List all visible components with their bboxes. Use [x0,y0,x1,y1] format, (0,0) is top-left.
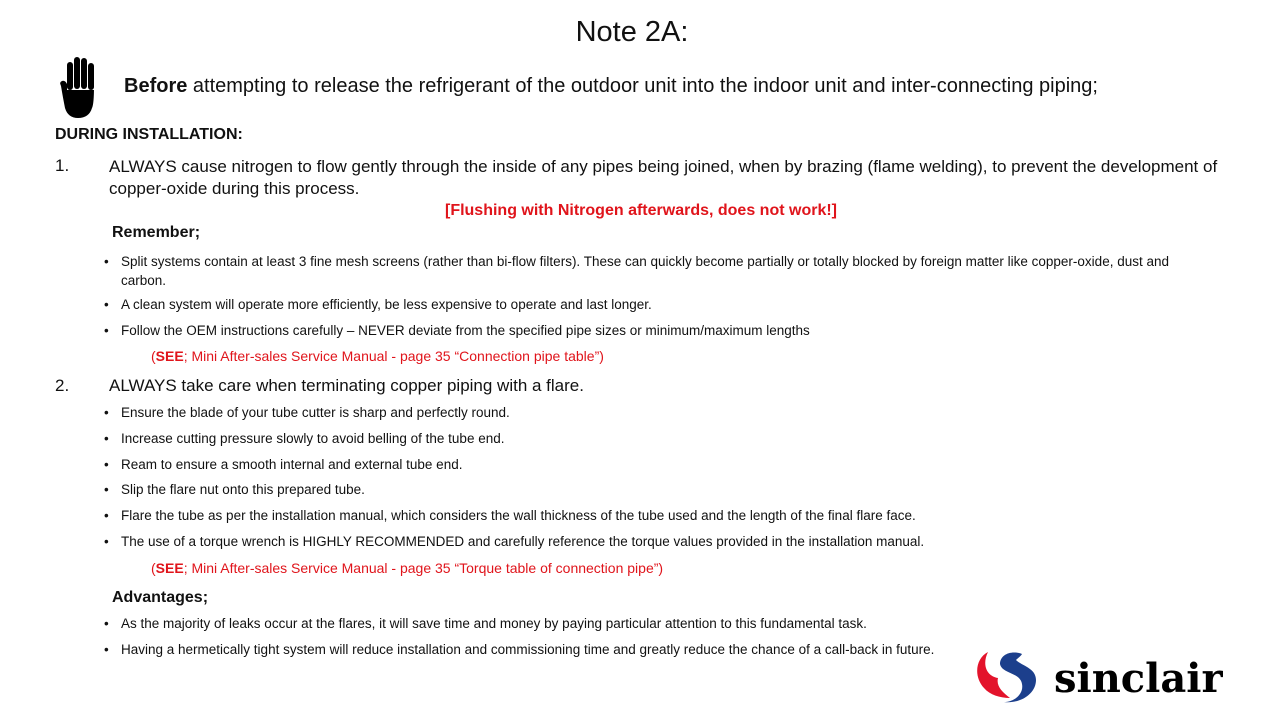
logo-wordmark: sinclair [1054,655,1223,702]
item-1-number: 1. [55,156,70,175]
item-2-text: ALWAYS take care when terminating copper piping with a flare. [109,376,584,395]
bullet-item [104,508,916,523]
bullet-dot: • [104,457,109,472]
bullet-dot: • [104,616,109,631]
see-text: ; Mini After-sales Service Manual - page 35 “Connection pipe table”) [183,348,604,364]
bullet-dot: • [104,508,109,523]
bullet-item [104,457,463,472]
remember-label: Remember; [112,224,201,241]
bullet-text: Slip the flare nut onto this prepared tube. [121,482,365,497]
bullet-dot: • [104,534,109,549]
bullet-item [104,297,652,312]
bullet-text: The use of a torque wrench is HIGHLY RECOMMENDED and carefully reference the torque values provided in the installation manual. [121,534,925,549]
see-bold: SEE [155,560,184,576]
bullet-item [104,616,867,631]
sinclair-logo [974,648,1244,704]
bullet-text: As the majority of leaks occur at the flares, it will save time and money by paying particular attention to this fundamental task. [121,616,867,631]
see-reference-1 [151,348,604,364]
bullet-item [104,534,925,549]
slide-title: Note 2A: [575,16,689,48]
bullet-dot: • [104,254,109,269]
bullet-text: Having a hermetically tight system will reduce installation and commissioning time and greatly reduce the chance of a call-back in future. [121,642,935,657]
bullet-text: A clean system will operate more efficiently, be less expensive to operate and last longer. [121,297,652,312]
bullet-item [104,252,1206,290]
bullet-item [104,431,505,446]
bullet-text: Ensure the blade of your tube cutter is sharp and perfectly round. [121,405,510,420]
bullet-dot: • [104,405,109,420]
nitrogen-warning: [Flushing with Nitrogen afterwards, does not work!] [444,202,837,219]
bullet-dot: • [104,642,109,657]
bullet-item [104,642,935,657]
intro-text: attempting to release the refrigerant of the outdoor unit into the indoor unit and inter-connecting piping; [187,75,1098,97]
bullet-text: Increase cutting pressure slowly to avoid belling of the tube end. [121,431,505,446]
see-reference-2 [151,560,663,576]
bullet-item [104,482,365,497]
see-open: ( [151,348,156,364]
bullet-item [104,405,510,420]
intro-line [124,75,1098,98]
item-1-text: ALWAYS cause nitrogen to flow gently through the inside of any pipes being joined, when by brazing (flame welding), to prevent the development of copper-oxide during this process. [109,157,1218,198]
bullet-dot: • [104,323,109,338]
item-2-number: 2. [55,376,70,395]
intro-bold: Before [124,75,188,97]
bullet-dot: • [104,482,109,497]
bullet-dot: • [104,431,109,446]
advantages-label: Advantages; [112,589,209,606]
see-open: ( [151,560,156,576]
bullet-text: Ream to ensure a smooth internal and external tube end. [121,457,463,472]
stop-hand-icon [58,56,104,118]
bullet-text: Split systems contain at least 3 fine mesh screens (rather than bi-flow filters). These can quickly become partially or totally blocked by foreign matter like copper-oxide, dust and carbon. [121,254,1169,288]
see-text: ; Mini After-sales Service Manual - page 35 “Torque table of connection pipe”) [183,560,664,576]
bullet-item [104,323,810,338]
bullet-text: Flare the tube as per the installation manual, which considers the wall thickness of the tube used and the length of the final flare face. [121,508,916,523]
see-bold: SEE [155,348,184,364]
bullet-dot: • [104,297,109,312]
sinclair-s-mark-icon [977,652,1036,702]
section-heading: DURING INSTALLATION: [55,126,243,143]
bullet-text: Follow the OEM instructions carefully – NEVER deviate from the specified pipe sizes or minimum/maximum lengths [121,323,810,338]
